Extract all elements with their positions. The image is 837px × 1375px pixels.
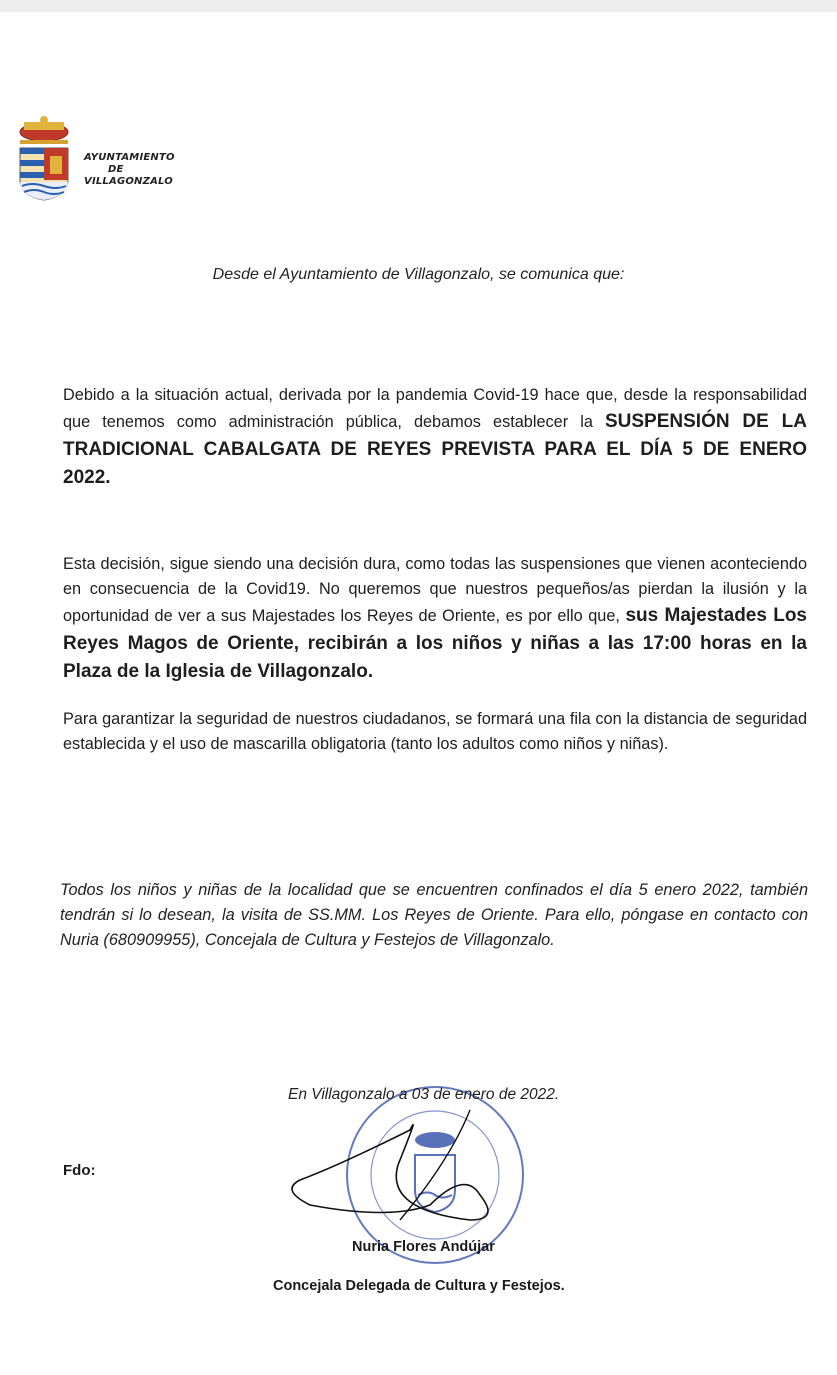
intro-line: Desde el Ayuntamiento de Villagonzalo, se comunica que: bbox=[212, 266, 625, 283]
reception-highlight: sus Majestades Los Reyes Magos de Oriente, recibirán a los niños y niñas a las 17:00 horas en la Plaza de la Iglesia de Villagonzalo. bbox=[63, 605, 807, 682]
paragraph-suspension bbox=[63, 383, 807, 492]
fdo-label: Fdo: bbox=[63, 1162, 96, 1179]
signer-name: Nuria Flores Andújar bbox=[352, 1239, 495, 1255]
logo-text bbox=[84, 152, 175, 188]
paragraph-decision-text: Esta decisión, sigue siendo una decisión dura, como todas las suspensiones que vienen aconteciendo en consecuencia de la Covid19. No queremos que nuestros pequeños/as pierdan la ilusión y la oportunidad de ver a sus Majestades los Reyes de Oriente, es por ello que, bbox=[63, 555, 807, 625]
municipal-logo bbox=[14, 114, 184, 206]
signer-title: Concejala Delegada de Cultura y Festejos. bbox=[273, 1278, 565, 1294]
logo-line-3: VILLAGONZALO bbox=[84, 176, 173, 187]
paragraph-suspension-text: Debido a la situación actual, derivada por la pandemia Covid-19 hace que, desde la responsabilidad que tenemos como administración pública, debamos establecer la bbox=[63, 386, 807, 431]
coat-of-arms-icon bbox=[14, 114, 74, 206]
logo-line-2: DE bbox=[108, 164, 124, 175]
logo-line-1: AYUNTAMIENTO bbox=[84, 152, 175, 163]
confined-children-note: Todos los niños y niñas de la localidad que se encuentren confinados el día 5 enero 2022, también tendrán si lo desean, la visita de SS.MM. Los Reyes de Oriente. Para ello, póngase en contacto con Nuria (680909955), Concejala de Cultura y Festejos de Villagonzalo. bbox=[60, 881, 808, 949]
paragraph-decision bbox=[63, 552, 807, 686]
place-date: En Villagonzalo a 03 de enero de 2022. bbox=[288, 1086, 560, 1103]
suspension-highlight: SUSPENSIÓN DE LA TRADICIONAL CABALGATA DE REYES PREVISTA PARA EL DÍA 5 DE ENERO 2022. bbox=[63, 411, 807, 488]
top-bar bbox=[0, 0, 837, 12]
paragraph-safety: Para garantizar la seguridad de nuestros ciudadanos, se formará una fila con la distancia de seguridad establecida y el uso de mascarilla obligatoria (tanto los adultos como niños y niñas). bbox=[63, 710, 807, 753]
